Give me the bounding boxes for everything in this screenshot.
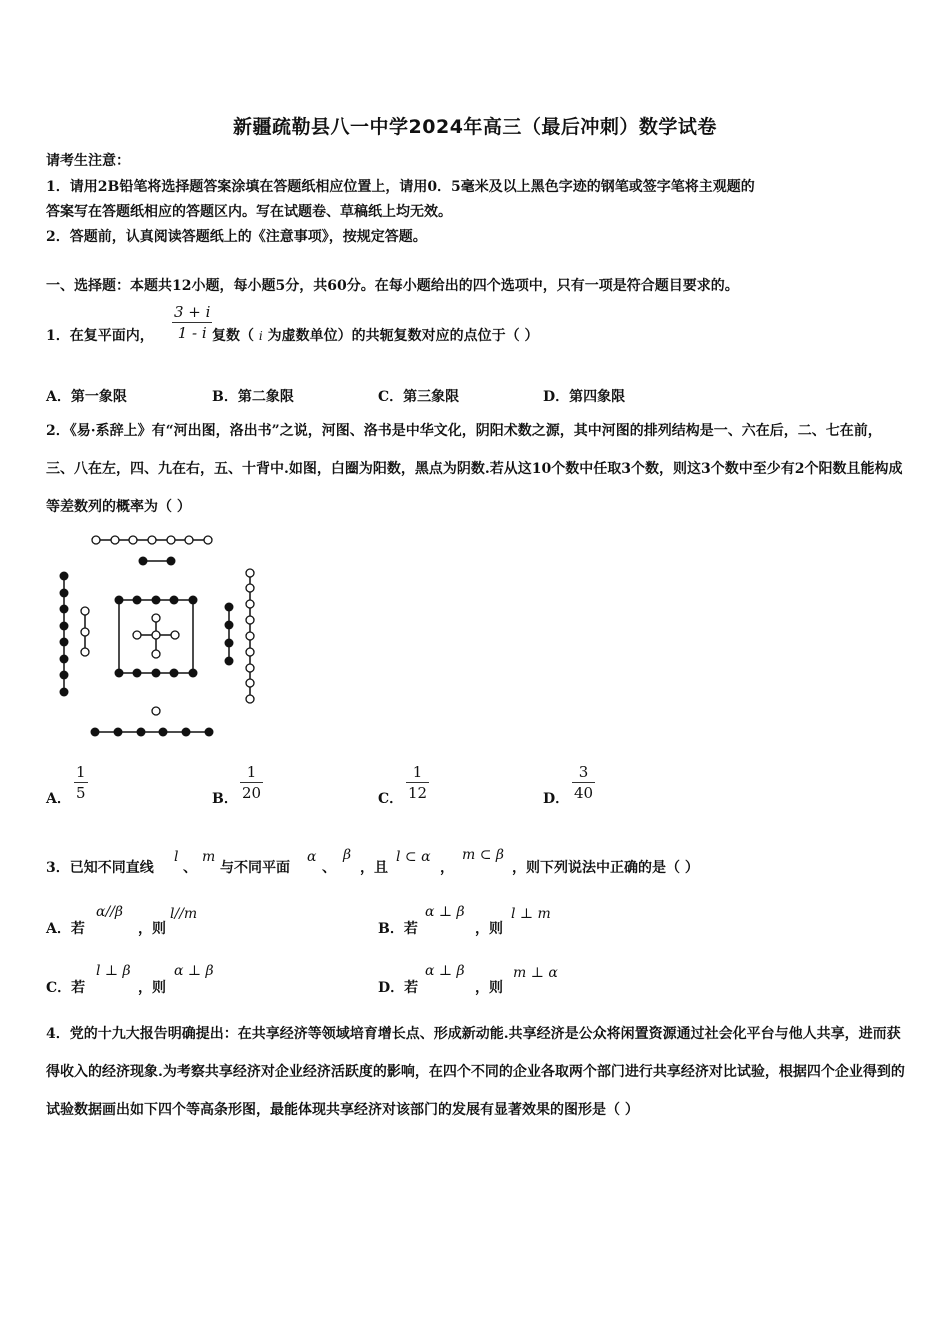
fraction-denominator: 1 - i: [172, 322, 212, 343]
yang-dot: [133, 631, 141, 639]
q3-option-b-label: B．若: [378, 921, 418, 937]
yang-dot: [246, 584, 254, 592]
symbol-alpha: α: [307, 849, 317, 865]
yin-dot: [60, 638, 69, 647]
q2-option-a-fraction: [74, 762, 88, 803]
yang-dot: [148, 536, 156, 544]
fraction-denominator: 20: [242, 784, 262, 802]
fraction-denominator: 12: [408, 784, 428, 802]
q2-option-b-fraction: [240, 762, 263, 803]
yang-dot: [171, 631, 179, 639]
yin-dot: [225, 657, 234, 666]
fraction-numerator: 1: [412, 763, 423, 781]
yin-dot: [205, 728, 214, 737]
yin-dot: [170, 669, 179, 678]
yin-dot: [152, 669, 161, 678]
yin-dot: [115, 596, 124, 605]
fraction-numerator: 3 + i: [174, 303, 211, 321]
symbol-l: l: [174, 849, 179, 865]
yang-dot: [92, 536, 100, 544]
notice-item-2: 2．答题前，认真阅读答题纸上的《注意事项》，按规定答题。: [46, 229, 427, 245]
yin-dot: [170, 596, 179, 605]
yin-dot: [137, 728, 146, 737]
yin-dot: [182, 728, 191, 737]
yin-dot: [225, 639, 234, 648]
q3-option-c-conclusion: α ⊥ β: [174, 963, 214, 979]
fraction-numerator: 1: [76, 763, 86, 781]
yang-dot: [246, 648, 254, 656]
q1-option-c: C．第三象限: [378, 389, 460, 405]
fraction-numerator: 3: [578, 763, 589, 781]
q3-option-a-label: A．若: [46, 921, 85, 937]
question-3-p2: 与不同平面: [220, 860, 290, 876]
question-3-p1: 3．已知不同直线: [46, 860, 154, 876]
yang-dot: [167, 536, 175, 544]
question-1-suffix-b: 为虚数单位）的共轭复数对应的点位于（ ）: [262, 328, 539, 344]
fraction-denominator: 40: [574, 784, 594, 802]
yin-dot: [114, 728, 123, 737]
question-3-sep2: 、: [322, 860, 336, 876]
question-2-text: 2．《易·系辞上》有“河出图，洛出书”之说，河图、洛书是中华文化，阴阳术数之源，其中河图的排列结构是一、六在后，二、七在前，三、八在左，四、九在右，五、十背中.如图，白圈为阳数，黑点为阴数.若从这10个数中任取3个数，则这3个数中至少有2个阳数且能构成等差数列的概率为（ ）: [46, 423, 903, 515]
q2-option-d-label: D．: [543, 791, 570, 807]
yin-dot: [139, 557, 148, 566]
yang-dot: [246, 695, 254, 703]
yin-dot: [60, 589, 69, 598]
condition-m-in-beta: m ⊂ β: [462, 847, 504, 863]
page-title: 新疆疏勒县八一中学2024年高三（最后冲刺）数学试卷: [233, 116, 717, 138]
q2-option-c-fraction: [406, 762, 429, 803]
q3-option-b-condition: α ⊥ β: [425, 904, 465, 920]
yang-dot: [204, 536, 212, 544]
q2-option-c-label: C．: [378, 791, 404, 807]
question-4-text: 4．党的十九大报告明确提出：在共享经济等领域培育增长点、形成新动能.共享经济是公众将闲置资源通过社会化平台与他人共享，进而获得收入的经济现象.为考察共享经济对企业经济活跃度的影响，在四个不同的企业各取两个部门进行共享经济对比试验，根据四个企业得到的试验数据画出如下四个等高条形图，最能体现共享经济对该部门的发展有显著效果的图形是（ ）: [46, 1026, 905, 1118]
yin-dot: [60, 671, 69, 680]
question-1-fraction: [172, 302, 212, 343]
q3-option-c-label: C．若: [46, 980, 86, 996]
yin-dot: [60, 688, 69, 697]
yin-dot: [225, 603, 234, 612]
symbol-m: m: [202, 849, 216, 865]
yang-dot: [246, 569, 254, 577]
yang-dot: [246, 679, 254, 687]
yin-dot: [225, 621, 234, 630]
yin-dot: [133, 669, 142, 678]
question-3-p5: ，则下列说法中正确的是（ ）: [512, 860, 699, 876]
q3-option-a-conclusion: l//m: [170, 906, 198, 922]
fraction-denominator: 5: [76, 784, 86, 802]
yang-dot: [152, 614, 160, 622]
q1-option-b: B．第二象限: [212, 389, 294, 405]
yin-dot: [189, 669, 198, 678]
yin-dot: [115, 669, 124, 678]
yang-dot: [81, 607, 89, 615]
q3-option-d-then-label: ，则: [475, 980, 503, 996]
q3-option-a-condition: α//β: [96, 904, 123, 920]
condition-l-in-alpha: l ⊂ α: [396, 849, 431, 865]
question-3-p4: ，: [440, 860, 454, 876]
question-1-prefix: 1．在复平面内，: [46, 328, 154, 344]
yin-dot: [60, 605, 69, 614]
question-1-suffix: [212, 326, 538, 346]
yin-dot: [159, 728, 168, 737]
q3-option-b-then-label: ，则: [475, 921, 503, 937]
q1-option-a: A．第一象限: [46, 389, 127, 405]
yang-dot: [246, 600, 254, 608]
notice-item-1-line-2: 答案写在答题纸相应的答题区内。写在试题卷、草稿纸上均无效。: [46, 204, 452, 220]
imaginary-unit: i: [258, 329, 263, 343]
yin-dot: [60, 622, 69, 631]
yang-dot: [152, 650, 160, 658]
yin-dot: [167, 557, 176, 566]
yang-dot: [246, 664, 254, 672]
yang-dot: [246, 632, 254, 640]
yang-dot: [152, 707, 160, 715]
yang-dot: [129, 536, 137, 544]
yin-dot: [60, 572, 69, 581]
q3-option-d-label: D．若: [378, 980, 419, 996]
yang-dot: [185, 536, 193, 544]
q3-option-a-then-label: ，则: [138, 921, 166, 937]
q2-option-b-label: B．: [212, 791, 238, 807]
q3-option-c-then-label: ，则: [138, 980, 166, 996]
question-1-suffix-a: 复数（: [212, 328, 259, 344]
yin-dot: [152, 596, 161, 605]
yin-dot: [189, 596, 198, 605]
symbol-beta: β: [343, 847, 352, 863]
q3-option-c-condition: l ⊥ β: [96, 963, 131, 979]
question-3-sep1: 、: [183, 860, 197, 876]
hetu-diagram: [50, 530, 270, 745]
yang-dot: [81, 648, 89, 656]
yin-dot: [91, 728, 100, 737]
notice-heading: 请考生注意：: [46, 153, 130, 169]
yang-dot: [81, 628, 89, 636]
yin-dot: [60, 655, 69, 664]
q1-option-d: D．第四象限: [543, 389, 626, 405]
q3-option-d-conclusion: m ⊥ α: [513, 965, 558, 981]
yang-dot: [246, 616, 254, 624]
yin-dot: [133, 596, 142, 605]
yang-dot: [111, 536, 119, 544]
q2-option-a-label: A．: [46, 791, 71, 807]
yang-dot: [152, 631, 160, 639]
q2-option-d-fraction: [572, 762, 595, 803]
q3-option-d-condition: α ⊥ β: [425, 963, 465, 979]
section-1-heading: 一、选择题：本题共12小题，每小题5分，共60分。在每小题给出的四个选项中，只有一项是符合题目要求的。: [46, 278, 739, 294]
question-3-p3: ，且: [360, 860, 388, 876]
fraction-numerator: 1: [246, 763, 257, 781]
q3-option-b-conclusion: l ⊥ m: [511, 906, 551, 922]
notice-item-1-line-1: 1．请用2B铅笔将选择题答案涂填在答题纸相应位置上，请用0．5毫米及以上黑色字迹的钢笔或签字笔将主观题的: [46, 179, 755, 195]
